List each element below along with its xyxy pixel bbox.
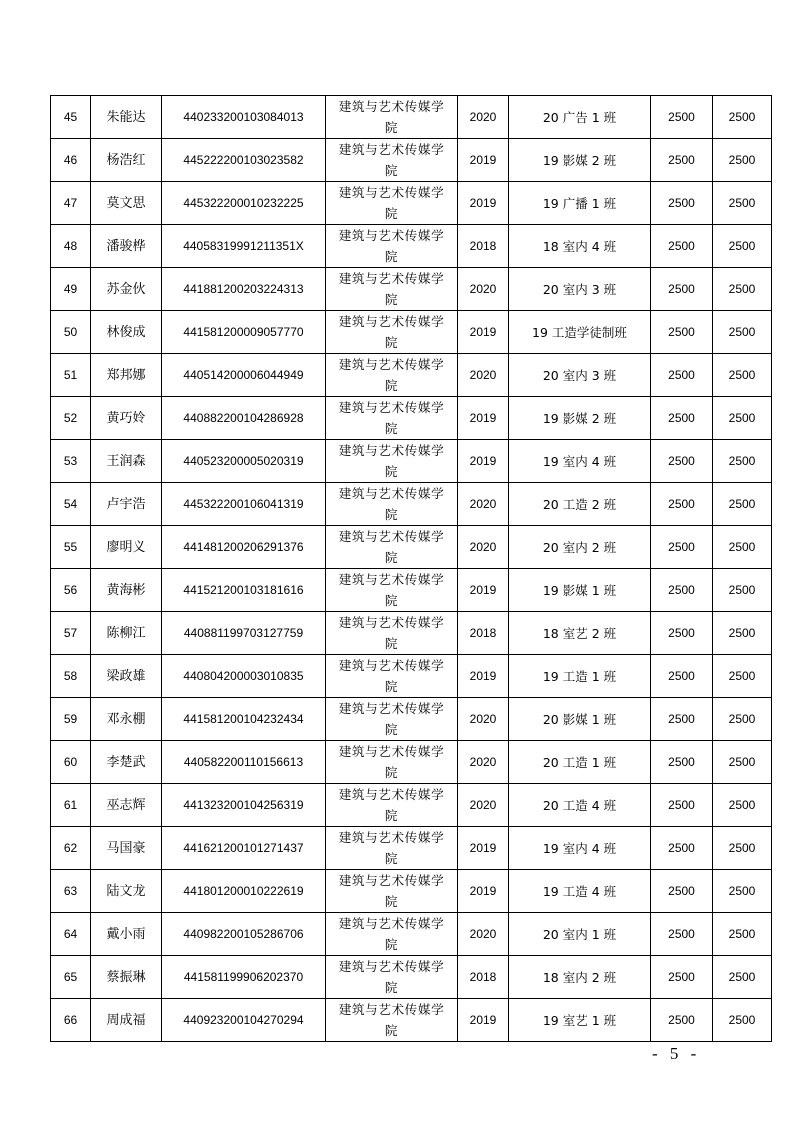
enrollment-year-cell: 2020	[458, 354, 509, 397]
table-row	[51, 225, 772, 268]
college-cell	[326, 870, 458, 913]
table-row	[51, 96, 772, 139]
class-cell: 19 室内 4 班	[509, 827, 651, 870]
enrollment-year-cell: 2020	[458, 741, 509, 784]
enrollment-year-cell: 2019	[458, 999, 509, 1042]
college-text: 建筑与艺术传媒学院	[338, 142, 445, 178]
student-name-cell: 林俊成	[91, 311, 162, 354]
enrollment-year-cell: 2020	[458, 96, 509, 139]
id-number-cell: 441481200206291376	[162, 526, 326, 569]
enrollment-year-cell: 2020	[458, 483, 509, 526]
amount-cell: 2500	[651, 96, 713, 139]
amount-cell: 2500	[651, 827, 713, 870]
enrollment-year-cell: 2019	[458, 569, 509, 612]
amount-cell: 2500	[713, 913, 772, 956]
amount-cell: 2500	[713, 96, 772, 139]
id-number-cell: 440514200006044949	[162, 354, 326, 397]
enrollment-year-cell: 2019	[458, 827, 509, 870]
row-number-cell: 59	[51, 698, 91, 741]
student-name-cell: 杨浩红	[91, 139, 162, 182]
college-text: 建筑与艺术传媒学院	[338, 701, 445, 737]
student-name-cell: 王润森	[91, 440, 162, 483]
amount-cell: 2500	[651, 698, 713, 741]
amount-cell: 2500	[713, 526, 772, 569]
id-number-cell: 445222200103023582	[162, 139, 326, 182]
college-cell	[326, 999, 458, 1042]
row-number-cell: 53	[51, 440, 91, 483]
amount-cell: 2500	[713, 784, 772, 827]
amount-cell: 2500	[713, 182, 772, 225]
table-row	[51, 311, 772, 354]
college-cell	[326, 526, 458, 569]
class-cell: 19 广播 1 班	[509, 182, 651, 225]
class-cell: 19 工造 1 班	[509, 655, 651, 698]
college-text: 建筑与艺术传媒学院	[338, 529, 445, 565]
college-text: 建筑与艺术传媒学院	[338, 787, 445, 823]
amount-cell: 2500	[713, 139, 772, 182]
table-row	[51, 526, 772, 569]
id-number-cell: 440881199703127759	[162, 612, 326, 655]
college-text: 建筑与艺术传媒学院	[338, 443, 445, 479]
class-cell: 19 工造 4 班	[509, 870, 651, 913]
student-name-cell: 邓永棚	[91, 698, 162, 741]
student-name-cell: 陆文龙	[91, 870, 162, 913]
enrollment-year-cell: 2018	[458, 956, 509, 999]
student-name-cell: 陈柳江	[91, 612, 162, 655]
amount-cell: 2500	[713, 311, 772, 354]
amount-cell: 2500	[651, 139, 713, 182]
table-row	[51, 182, 772, 225]
class-cell: 20 室内 1 班	[509, 913, 651, 956]
id-number-cell: 440882200104286928	[162, 397, 326, 440]
enrollment-year-cell: 2020	[458, 913, 509, 956]
college-cell	[326, 440, 458, 483]
table-row	[51, 999, 772, 1042]
class-cell: 20 室内 3 班	[509, 354, 651, 397]
page-number: - 5 -	[652, 1044, 701, 1063]
id-number-cell: 441521200103181616	[162, 569, 326, 612]
student-name-cell: 朱能达	[91, 96, 162, 139]
table-row	[51, 741, 772, 784]
table-row	[51, 956, 772, 999]
amount-cell: 2500	[651, 569, 713, 612]
amount-cell: 2500	[713, 741, 772, 784]
college-cell	[326, 268, 458, 311]
id-number-cell: 440982200105286706	[162, 913, 326, 956]
class-cell: 19 影媒 2 班	[509, 139, 651, 182]
enrollment-year-cell: 2019	[458, 870, 509, 913]
college-cell	[326, 569, 458, 612]
college-text: 建筑与艺术传媒学院	[338, 99, 445, 135]
enrollment-year-cell: 2019	[458, 440, 509, 483]
class-cell: 20 工造 4 班	[509, 784, 651, 827]
amount-cell: 2500	[651, 741, 713, 784]
amount-cell: 2500	[713, 397, 772, 440]
id-number-cell: 441581200104232434	[162, 698, 326, 741]
amount-cell: 2500	[713, 440, 772, 483]
row-number-cell: 63	[51, 870, 91, 913]
row-number-cell: 45	[51, 96, 91, 139]
table-row	[51, 870, 772, 913]
college-text: 建筑与艺术传媒学院	[338, 271, 445, 307]
row-number-cell: 51	[51, 354, 91, 397]
row-number-cell: 66	[51, 999, 91, 1042]
college-cell	[326, 483, 458, 526]
table-row	[51, 483, 772, 526]
student-name-cell: 廖明义	[91, 526, 162, 569]
row-number-cell: 62	[51, 827, 91, 870]
college-cell	[326, 827, 458, 870]
id-number-cell: 445322200010232225	[162, 182, 326, 225]
table-row	[51, 698, 772, 741]
amount-cell: 2500	[651, 225, 713, 268]
amount-cell: 2500	[651, 870, 713, 913]
enrollment-year-cell: 2020	[458, 784, 509, 827]
college-text: 建筑与艺术传媒学院	[338, 916, 445, 952]
row-number-cell: 48	[51, 225, 91, 268]
class-cell: 18 室内 4 班	[509, 225, 651, 268]
college-cell	[326, 655, 458, 698]
row-number-cell: 49	[51, 268, 91, 311]
college-text: 建筑与艺术传媒学院	[338, 357, 445, 393]
amount-cell: 2500	[651, 526, 713, 569]
id-number-cell: 440923200104270294	[162, 999, 326, 1042]
enrollment-year-cell: 2020	[458, 268, 509, 311]
row-number-cell: 57	[51, 612, 91, 655]
class-cell: 19 室内 4 班	[509, 440, 651, 483]
student-name-cell: 潘骏桦	[91, 225, 162, 268]
class-cell: 20 室内 3 班	[509, 268, 651, 311]
student-table	[50, 95, 772, 1042]
id-number-cell: 441621200101271437	[162, 827, 326, 870]
class-cell: 19 工造学徒制班	[509, 311, 651, 354]
table-row	[51, 569, 772, 612]
row-number-cell: 50	[51, 311, 91, 354]
amount-cell: 2500	[713, 225, 772, 268]
college-cell	[326, 354, 458, 397]
class-cell: 20 室内 2 班	[509, 526, 651, 569]
row-number-cell: 55	[51, 526, 91, 569]
id-number-cell: 441801200010222619	[162, 870, 326, 913]
amount-cell: 2500	[651, 354, 713, 397]
amount-cell: 2500	[651, 483, 713, 526]
student-name-cell: 蔡振琳	[91, 956, 162, 999]
row-number-cell: 56	[51, 569, 91, 612]
college-text: 建筑与艺术传媒学院	[338, 830, 445, 866]
class-cell: 20 影媒 1 班	[509, 698, 651, 741]
id-number-cell: 441581199906202370	[162, 956, 326, 999]
amount-cell: 2500	[713, 354, 772, 397]
college-text: 建筑与艺术传媒学院	[338, 615, 445, 651]
college-cell	[326, 397, 458, 440]
table-row	[51, 354, 772, 397]
amount-cell: 2500	[713, 698, 772, 741]
table-row	[51, 139, 772, 182]
enrollment-year-cell: 2020	[458, 526, 509, 569]
amount-cell: 2500	[651, 784, 713, 827]
amount-cell: 2500	[713, 827, 772, 870]
enrollment-year-cell: 2019	[458, 139, 509, 182]
student-name-cell: 梁政雄	[91, 655, 162, 698]
college-text: 建筑与艺术传媒学院	[338, 744, 445, 780]
college-cell	[326, 741, 458, 784]
amount-cell: 2500	[651, 999, 713, 1042]
amount-cell: 2500	[651, 655, 713, 698]
row-number-cell: 54	[51, 483, 91, 526]
row-number-cell: 61	[51, 784, 91, 827]
amount-cell: 2500	[713, 569, 772, 612]
amount-cell: 2500	[713, 999, 772, 1042]
amount-cell: 2500	[713, 612, 772, 655]
id-number-cell: 445322200106041319	[162, 483, 326, 526]
college-cell	[326, 956, 458, 999]
class-cell: 18 室艺 2 班	[509, 612, 651, 655]
college-text: 建筑与艺术传媒学院	[338, 486, 445, 522]
college-cell	[326, 913, 458, 956]
college-text: 建筑与艺术传媒学院	[338, 185, 445, 221]
student-name-cell: 黄海彬	[91, 569, 162, 612]
college-cell	[326, 182, 458, 225]
student-name-cell: 马国豪	[91, 827, 162, 870]
class-cell: 19 影媒 1 班	[509, 569, 651, 612]
college-text: 建筑与艺术传媒学院	[338, 314, 445, 350]
amount-cell: 2500	[713, 870, 772, 913]
enrollment-year-cell: 2018	[458, 612, 509, 655]
college-cell	[326, 784, 458, 827]
id-number-cell: 440233200103084013	[162, 96, 326, 139]
amount-cell: 2500	[651, 440, 713, 483]
row-number-cell: 60	[51, 741, 91, 784]
amount-cell: 2500	[713, 655, 772, 698]
amount-cell: 2500	[651, 311, 713, 354]
enrollment-year-cell: 2019	[458, 311, 509, 354]
class-cell: 20 工造 2 班	[509, 483, 651, 526]
college-cell	[326, 612, 458, 655]
student-table-body	[51, 96, 772, 1042]
student-name-cell: 巫志辉	[91, 784, 162, 827]
id-number-cell: 441881200203224313	[162, 268, 326, 311]
amount-cell: 2500	[651, 268, 713, 311]
student-name-cell: 周成福	[91, 999, 162, 1042]
id-number-cell: 441323200104256319	[162, 784, 326, 827]
table-row	[51, 655, 772, 698]
student-name-cell: 黄巧姈	[91, 397, 162, 440]
id-number-cell: 440523200005020319	[162, 440, 326, 483]
id-number-cell: 44058319991211351X	[162, 225, 326, 268]
class-cell: 19 影媒 2 班	[509, 397, 651, 440]
table-row	[51, 784, 772, 827]
table-row	[51, 913, 772, 956]
class-cell: 20 广告 1 班	[509, 96, 651, 139]
id-number-cell: 440804200003010835	[162, 655, 326, 698]
row-number-cell: 52	[51, 397, 91, 440]
class-cell: 19 室艺 1 班	[509, 999, 651, 1042]
amount-cell: 2500	[713, 483, 772, 526]
amount-cell: 2500	[713, 956, 772, 999]
row-number-cell: 58	[51, 655, 91, 698]
college-text: 建筑与艺术传媒学院	[338, 873, 445, 909]
enrollment-year-cell: 2019	[458, 182, 509, 225]
class-cell: 20 工造 1 班	[509, 741, 651, 784]
student-name-cell: 卢宇浩	[91, 483, 162, 526]
amount-cell: 2500	[651, 182, 713, 225]
table-row	[51, 397, 772, 440]
amount-cell: 2500	[651, 612, 713, 655]
enrollment-year-cell: 2019	[458, 655, 509, 698]
college-cell	[326, 139, 458, 182]
row-number-cell: 47	[51, 182, 91, 225]
table-row	[51, 440, 772, 483]
student-name-cell: 郑邦娜	[91, 354, 162, 397]
college-cell	[326, 225, 458, 268]
table-row	[51, 612, 772, 655]
row-number-cell: 65	[51, 956, 91, 999]
enrollment-year-cell: 2020	[458, 698, 509, 741]
college-cell	[326, 698, 458, 741]
enrollment-year-cell: 2019	[458, 397, 509, 440]
enrollment-year-cell: 2018	[458, 225, 509, 268]
college-text: 建筑与艺术传媒学院	[338, 572, 445, 608]
student-name-cell: 苏金伙	[91, 268, 162, 311]
college-text: 建筑与艺术传媒学院	[338, 959, 445, 995]
college-text: 建筑与艺术传媒学院	[338, 400, 445, 436]
amount-cell: 2500	[713, 268, 772, 311]
row-number-cell: 46	[51, 139, 91, 182]
id-number-cell: 440582200110156613	[162, 741, 326, 784]
row-number-cell: 64	[51, 913, 91, 956]
student-name-cell: 莫文思	[91, 182, 162, 225]
student-name-cell: 戴小雨	[91, 913, 162, 956]
college-cell	[326, 96, 458, 139]
college-cell	[326, 311, 458, 354]
class-cell: 18 室内 2 班	[509, 956, 651, 999]
table-row	[51, 827, 772, 870]
amount-cell: 2500	[651, 913, 713, 956]
amount-cell: 2500	[651, 397, 713, 440]
student-name-cell: 李楚武	[91, 741, 162, 784]
college-text: 建筑与艺术传媒学院	[338, 658, 445, 694]
college-text: 建筑与艺术传媒学院	[338, 228, 445, 264]
table-row	[51, 268, 772, 311]
amount-cell: 2500	[651, 956, 713, 999]
id-number-cell: 441581200009057770	[162, 311, 326, 354]
college-text: 建筑与艺术传媒学院	[338, 1002, 445, 1038]
